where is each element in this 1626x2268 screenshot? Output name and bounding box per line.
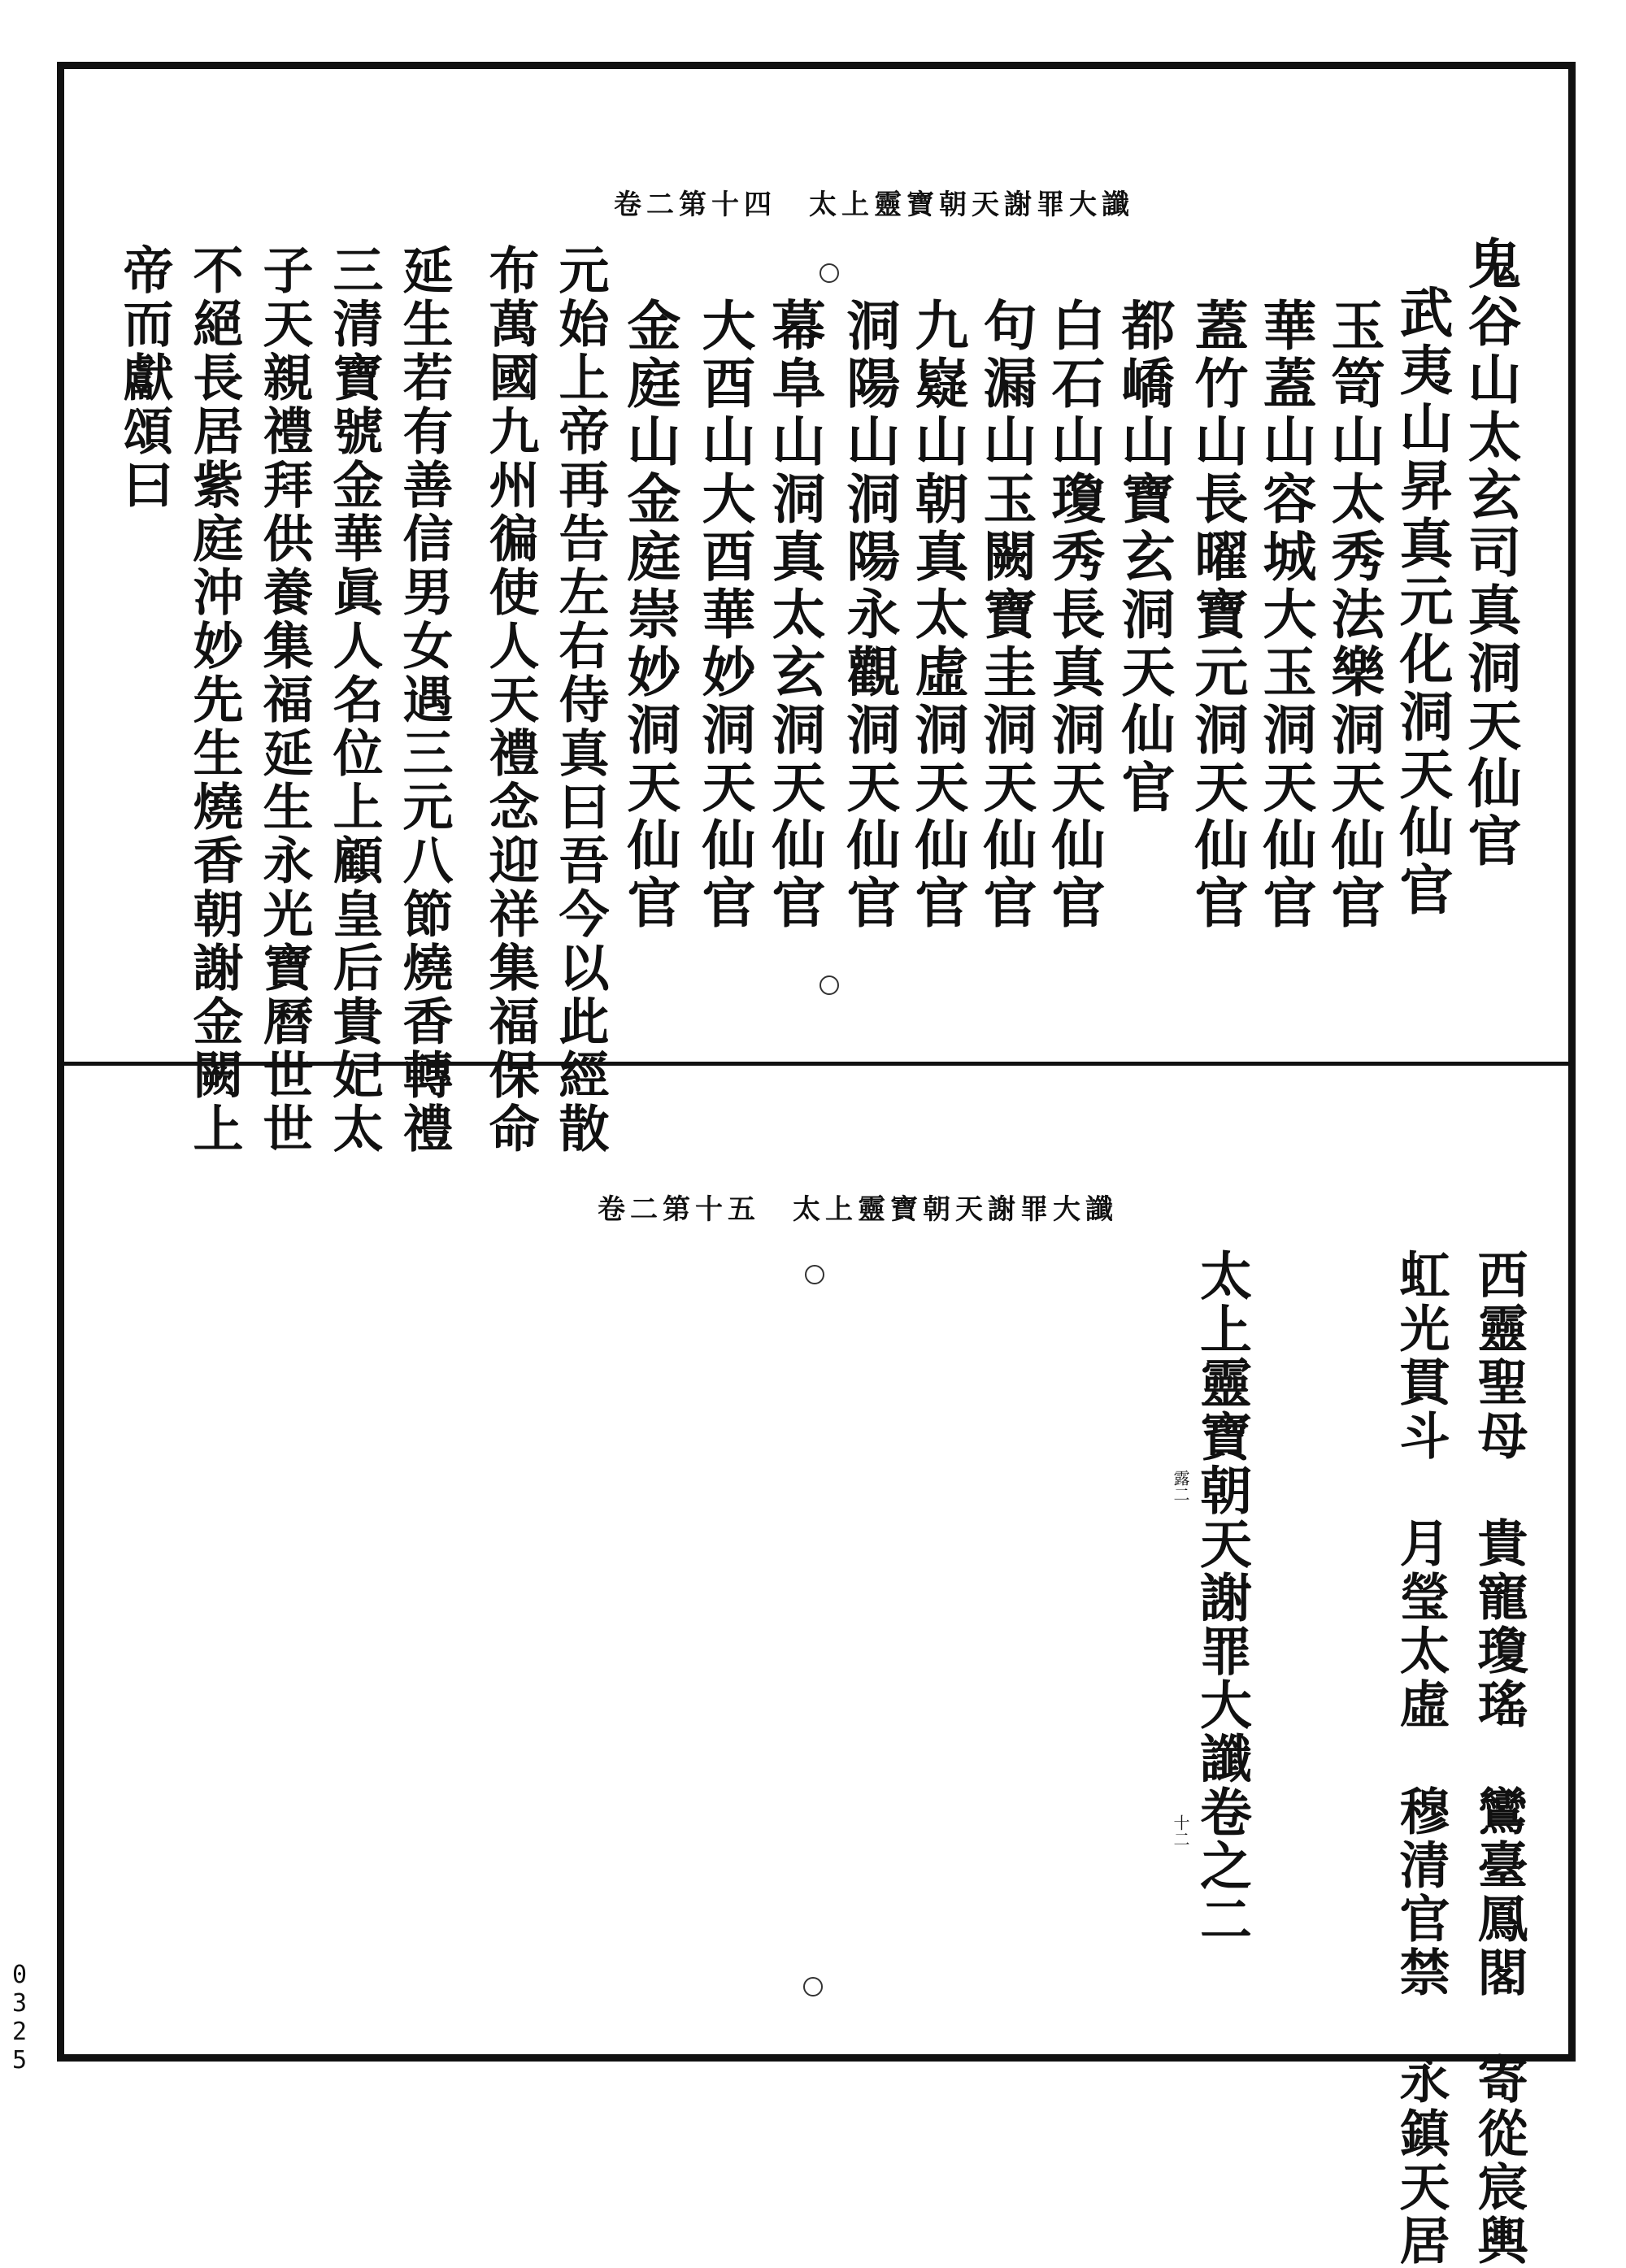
- page-number: 0325: [5, 1961, 34, 2075]
- lower-running-header: [598, 1187, 1118, 1227]
- text-column: 句漏山玉闕寶圭洞天仙官: [974, 298, 1037, 932]
- text-column: 白石山瓊秀長真洞天仙官: [1042, 298, 1106, 932]
- text-column: 洞陽山洞陽永觀洞天仙官: [837, 298, 901, 932]
- upper-running-header: [614, 182, 1134, 222]
- text-column: 蓋竹山長曜寶元洞天仙官: [1185, 298, 1249, 932]
- closing-note-top: 露二: [1171, 1470, 1190, 1502]
- text-column: 元始上帝再告左右侍真曰吾今以此經散: [550, 244, 610, 1156]
- binding-hole: [820, 263, 839, 283]
- text-column: 幕阜山洞真太玄洞天仙官: [763, 298, 826, 932]
- text-column: 虹光貫斗 月瑩太虛 穆清官禁 永鎮天居: [1391, 1249, 1450, 2268]
- text-column: 西靈聖母 貴寵瓊瑤 鸞臺鳳閣 寄從宸輿: [1469, 1249, 1528, 2268]
- text-column: 布萬國九州徧使人天禮念迎祥集福保命: [480, 244, 540, 1156]
- closing-title: 太上靈寶朝天謝罪大讖卷之二: [1191, 1249, 1252, 1946]
- closing-note-bottom: 十二: [1171, 1814, 1190, 1847]
- lower-juan-label: 卷二第十五: [598, 1193, 760, 1226]
- text-column: 大酉山大酉華妙洞天仙官: [693, 298, 756, 932]
- text-column: 武夷山昇真元化洞天仙官: [1390, 285, 1454, 919]
- text-column: 延生若有善信男女遇三元八節燒香轉禮: [394, 244, 454, 1156]
- binding-hole: [820, 975, 839, 995]
- lower-title-label: 太上靈寶朝天謝罪大讖: [793, 1193, 1118, 1226]
- text-column: 三清寶號金華眞人名位上顧皇后貴妃太: [324, 244, 384, 1156]
- upper-juan-label: 卷二第十四: [614, 189, 776, 221]
- upper-title-label: 太上靈寶朝天謝罪大讖: [809, 189, 1134, 221]
- text-column: 九嶷山朝真太虛洞天仙官: [906, 298, 969, 932]
- text-column: 子天親禮拜供養集福延生永光寶曆世世: [254, 244, 314, 1156]
- binding-hole: [805, 1265, 824, 1284]
- text-column: 金庭山金庭崇妙洞天仙官: [618, 298, 681, 932]
- text-column: 帝而獻頌曰: [115, 244, 174, 512]
- text-column: 鬼谷山太玄司真洞天仙官: [1459, 236, 1522, 871]
- text-column: 玉笥山太秀法樂洞天仙官: [1322, 298, 1385, 932]
- text-column: 華蓋山容城大玉洞天仙官: [1254, 298, 1317, 932]
- text-column: 不絕長居紫庭沖妙先生燒香朝謝金闕上: [185, 244, 244, 1156]
- text-column: 都嶠山寶玄洞天仙官: [1112, 298, 1176, 817]
- binding-hole: [803, 1977, 823, 1996]
